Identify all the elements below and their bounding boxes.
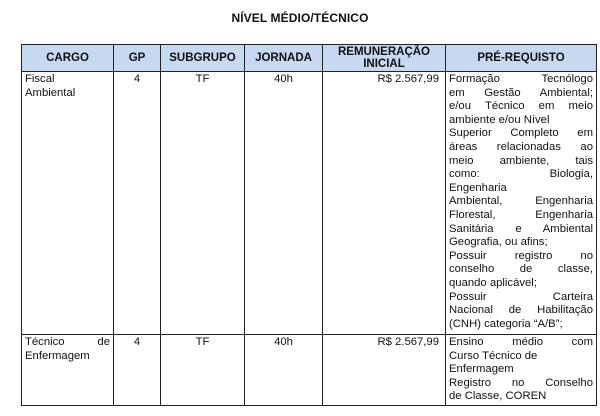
prereq-line: Ensino médio com [449, 336, 593, 348]
table-header-row [22, 45, 597, 72]
cell-cargo [22, 335, 114, 406]
cell-prerequisito [446, 72, 597, 335]
prereq-line: como: Biologia, [449, 168, 593, 181]
prereq-line: Enfermagem [449, 363, 514, 376]
header-jornada: JORNADA [245, 45, 323, 72]
prereq-line: Florestal, Engenharia [449, 208, 593, 221]
cell-gp: 4 [114, 335, 161, 406]
prereq-line: Curso Técnico de [449, 349, 538, 362]
cargo-line: Fiscal [25, 73, 55, 85]
prereq-line: Possuir Carteira [449, 290, 593, 303]
page-title: NÍVEL MÉDIO/TÉCNICO [231, 11, 369, 25]
positions-table [21, 44, 597, 406]
prereq-line: quando aplicável; [449, 276, 537, 289]
prereq-line: Engenharia [449, 181, 507, 194]
header-prerequisito: PRÉ-REQUISTO [446, 45, 597, 72]
header-remuneracao-line2: INICIAL [363, 58, 405, 70]
cell-jornada: 40h [245, 335, 323, 406]
prereq-line: meio ambiente, tais [449, 154, 593, 167]
header-gp: GP [114, 45, 161, 72]
header-remuneracao-line1: REMUNERAÇÃO [338, 46, 430, 58]
cell-remuneracao: R$ 2.567,99 [323, 72, 446, 335]
cargo-line: Enfermagem [25, 349, 90, 362]
cell-subgrupo: TF [161, 335, 245, 406]
prereq-line: Geografia, ou afins; [449, 236, 548, 249]
header-remuneracao [323, 45, 446, 72]
cargo-line: Técnico de [25, 336, 110, 348]
prereq-line: de Classe, COREN [449, 390, 547, 403]
prereq-line: Possuir registro no [449, 249, 593, 262]
prereq-line: Superior Completo em [449, 127, 593, 140]
cargo-line: Ambiental [25, 86, 76, 99]
prereq-line: Registro no Conselho [449, 376, 593, 389]
cell-gp: 4 [114, 72, 161, 335]
prereq-line: Sanitária e Ambiental [449, 222, 593, 235]
cell-remuneracao: R$ 2.567,99 [323, 335, 446, 406]
table-row [22, 335, 597, 406]
cell-jornada: 40h [245, 72, 323, 335]
cell-subgrupo: TF [161, 72, 245, 335]
prereq-line: Nacional de Habilitação [449, 304, 593, 317]
prereq-line: conselho de classe, [449, 263, 593, 276]
prereq-line: Ambiental, Engenharia [449, 195, 593, 208]
table-row [22, 72, 597, 335]
cell-prerequisito [446, 335, 597, 406]
header-cargo: CARGO [22, 45, 114, 72]
prereq-line: (CNH) categoria “A/B”; [449, 317, 563, 330]
prereq-line: e/ou Técnico em meio [449, 100, 593, 113]
prereq-line: em Gestão Ambiental; [449, 86, 593, 99]
prereq-line: Formação Tecnólogo [449, 73, 593, 85]
prereq-line: áreas relacionadas ao [449, 140, 593, 153]
prereq-line: ambiente e/ou Nível [449, 113, 550, 126]
cell-cargo [22, 72, 114, 335]
header-subgrupo: SUBGRUPO [161, 45, 245, 72]
